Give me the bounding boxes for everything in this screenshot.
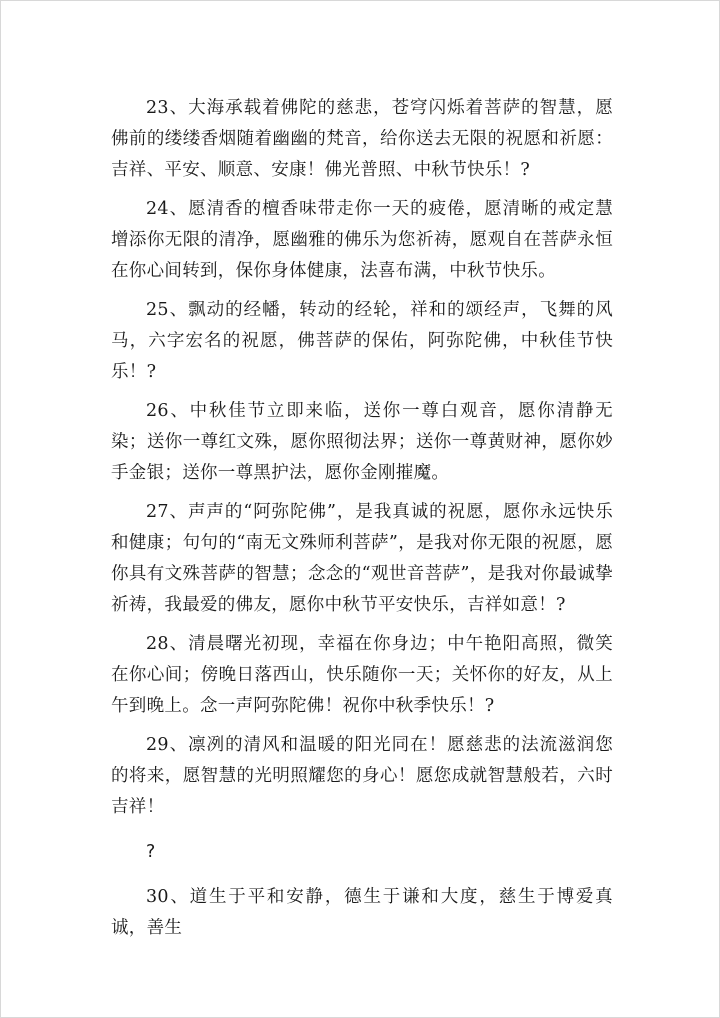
paragraph-29: 29、凛冽的清风和温暖的阳光同在！愿慈悲的法流滋润您的将来，愿智慧的光明照耀您的身心！愿您成就智慧般若，六时吉祥！ [111,735,613,817]
paragraph-28: 28、清晨曙光初现，幸福在你身边；中午艳阳高照，微笑在你心间；傍晚日落西山，快乐随你一天；关怀你的好友，从上午到晚上。念一声阿弥陀佛！祝你中秋季快乐！? [111,634,613,716]
paragraph-25: 25、飘动的经幡，转动的经轮，祥和的颂经声，飞舞的风马，六字宏名的祝愿，佛菩萨的保佑，阿弥陀佛，中秋佳节快乐！? [111,300,613,382]
paragraph-26: 26、中秋佳节立即来临，送你一尊白观音，愿你清静无染；送你一尊红文殊，愿你照彻法界；送你一尊黄财神，愿你妙手金银；送你一尊黑护法，愿你金刚摧魔。 [111,401,613,483]
paragraph-24: 24、愿清香的檀香味带走你一天的疲倦，愿清晰的戒定慧增添你无限的清净，愿幽雅的佛乐为您祈祷，愿观自在菩萨永恒在你心间转到，保你身体健康，法喜布满，中秋节快乐。 [111,199,613,281]
paragraph-27: 27、声声的“阿弥陀佛”，是我真诚的祝愿，愿你永远快乐和健康；句句的“南无文殊师利菩萨”，是我对你无限的祝愿，愿你具有文殊菩萨的智慧；念念的“观世音菩萨”，是我对你最诚挚祈祷，我最爱的佛友，愿你中秋节平安快乐，吉祥如意！? [111,502,613,615]
paragraph-23: 23、大海承载着佛陀的慈悲，苍穹闪烁着菩萨的智慧，愿佛前的缕缕香烟随着幽幽的梵音，给你送去无限的祝愿和祈愿：吉祥、平安、顺意、安康！佛光普照、中秋节快乐！? [111,98,613,180]
paragraph-30: 30、道生于平和安静，德生于谦和大度，慈生于博爱真诚，善生 [111,887,613,938]
document-body [111,93,613,952]
separator-mark: ? [146,842,156,862]
